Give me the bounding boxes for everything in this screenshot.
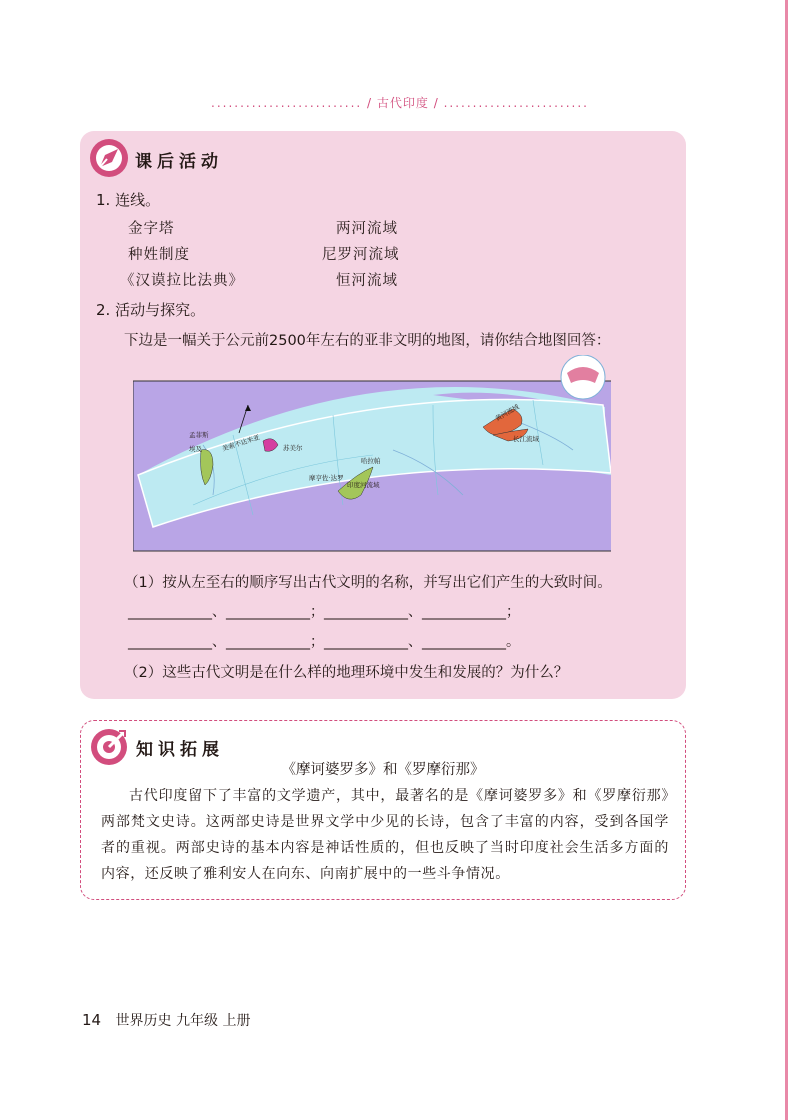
- question-1-label: 1. 连线。: [96, 191, 161, 209]
- knowledge-title: 知识拓展: [136, 740, 224, 760]
- question-2-intro: 下边是一幅关于公元前2500年左右的亚非文明的地图，请你结合地图回答：: [124, 333, 611, 349]
- answer-blank-row-1[interactable]: ____________、____________；____________、____________；: [128, 604, 520, 620]
- match-left-2: 种姓制度: [128, 247, 190, 263]
- sub-question-2: （2）这些古代文明是在什么样的地理环境中发生和发展的？为什么？: [124, 665, 569, 681]
- book-title: 世界历史 九年级 上册: [115, 1013, 251, 1029]
- header-dots-right: .........................: [443, 96, 589, 110]
- map-label-harappa: 哈拉帕: [361, 457, 381, 465]
- match-right-3: 恒河流域: [336, 273, 398, 289]
- match-left-3: 《汉谟拉比法典》: [120, 273, 244, 289]
- question-2-label: 2. 活动与探究。: [96, 301, 206, 319]
- match-right-2: 尼罗河流域: [322, 247, 400, 263]
- map-label-mesopotamia: 美索不达米亚: [221, 433, 261, 453]
- header-dots-left: ..........................: [211, 96, 363, 110]
- map-label-yangtze: 长江流域: [513, 435, 539, 443]
- header-title: 古代印度: [376, 96, 429, 110]
- match-right-1: 两河流域: [336, 221, 398, 237]
- page-footer: [82, 1010, 250, 1030]
- after-class-activity-box: [80, 131, 686, 699]
- knowledge-extension-box: [80, 720, 686, 900]
- map-label-indus: 印度河流域: [347, 481, 380, 489]
- sub-question-1: （1）按从左至右的顺序写出古代文明的名称，并写出它们产生的大致时间。: [124, 575, 612, 591]
- knowledge-subtitle: 《摩诃婆罗多》和《罗摩衍那》: [281, 762, 485, 778]
- activity-title: 课后活动: [135, 152, 223, 172]
- match-left-1: 金字塔: [128, 221, 175, 237]
- running-header: .......................... / 古代印度 / .........................: [211, 96, 589, 110]
- answer-blank-row-2[interactable]: ____________、____________；____________、____________。: [128, 634, 520, 650]
- map-label-memphis: 孟菲斯: [189, 431, 209, 439]
- page-number: 14: [82, 1011, 102, 1029]
- page-edge-rule: [785, 0, 788, 1120]
- map-label-sumer: 苏美尔: [283, 444, 303, 452]
- map-label-egypt: 埃及: [189, 445, 202, 453]
- map-label-yellow: 黄河流域: [494, 402, 521, 423]
- map-label-mohenjo: 摩亨佐·达罗: [309, 474, 344, 482]
- asia-africa-civilizations-map: [133, 355, 611, 555]
- activity-pencil-icon: [88, 137, 130, 179]
- knowledge-paragraph: 古代印度留下了丰富的文学遗产，其中，最著名的是《摩诃婆罗多》和《罗摩衍那》两部梵文史诗。这两部史诗是世界文学中少见的长诗，包含了丰富的内容，受到各国学者的重视。两部史诗的基本内容是神话性质的，但也反映了当时印度社会生活多方面的内容，还反映了雅利安人在向东、向南扩展中的一些斗争情况。: [101, 788, 669, 882]
